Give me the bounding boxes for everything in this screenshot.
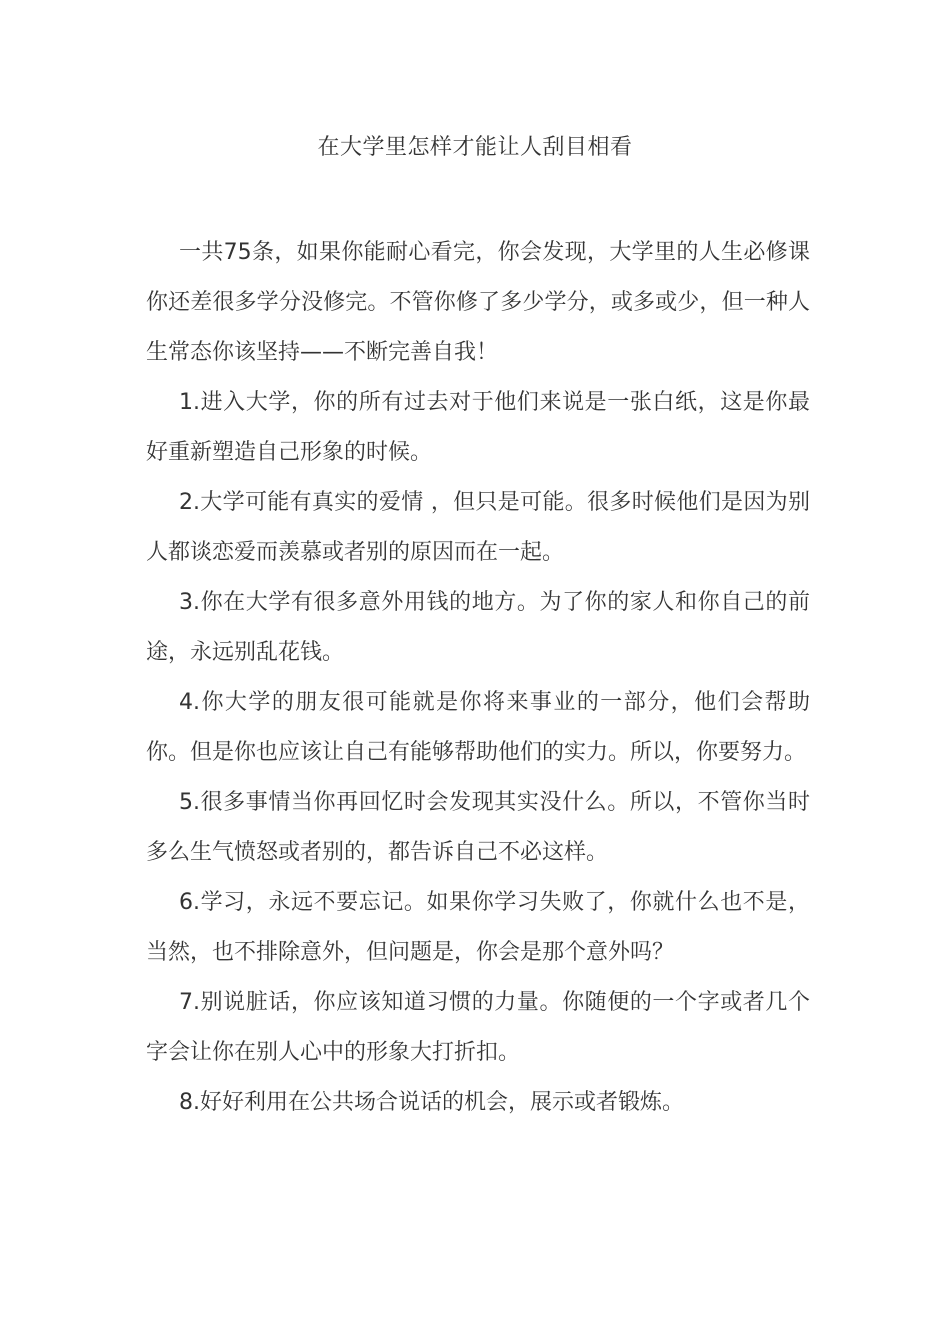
list-item-1: 1.进入大学，你的所有过去对于他们来说是一张白纸，这是你最好重新塑造自己形象的时候。 [146,390,810,465]
list-item-2: 2.大学可能有真实的爱情 ，但只是可能。很多时候他们是因为别人都谈恋爱而羡慕或者别的原因而在一起。 [146,490,810,565]
list-item-3: 3.你在大学有很多意外用钱的地方。为了你的家人和你自己的前途，永远别乱花钱。 [146,590,810,665]
list-item-7: 7.别说脏话，你应该知道习惯的力量。你随便的一个字或者几个字会让你在别人心中的形象大打折扣。 [146,990,810,1065]
document-body [146,228,810,1128]
document-title: 在大学里怎样才能让人刮目相看 [317,135,633,160]
list-item-6: 6.学习，永远不要忘记。如果你学习失败了，你就什么也不是，当然，也不排除意外，但问题是，你会是那个意外吗？ [146,890,810,965]
list-item-5: 5.很多事情当你再回忆时会发现其实没什么。所以，不管你当时多么生气愤怒或者别的，都告诉自己不必这样。 [146,790,810,865]
intro-paragraph: 一共75条，如果你能耐心看完，你会发现，大学里的人生必修课你还差很多学分没修完。不管你修了多少学分，或多或少，但一种人生常态你该坚持——不断完善自我！ [146,240,810,365]
list-item-8: 8.好好利用在公共场合说话的机会，展示或者锻炼。 [179,1090,684,1115]
list-item-4: 4.你大学的朋友很可能就是你将来事业的一部分，他们会帮助你。但是你也应该让自己有能够帮助他们的实力。所以，你要努力。 [146,690,810,765]
